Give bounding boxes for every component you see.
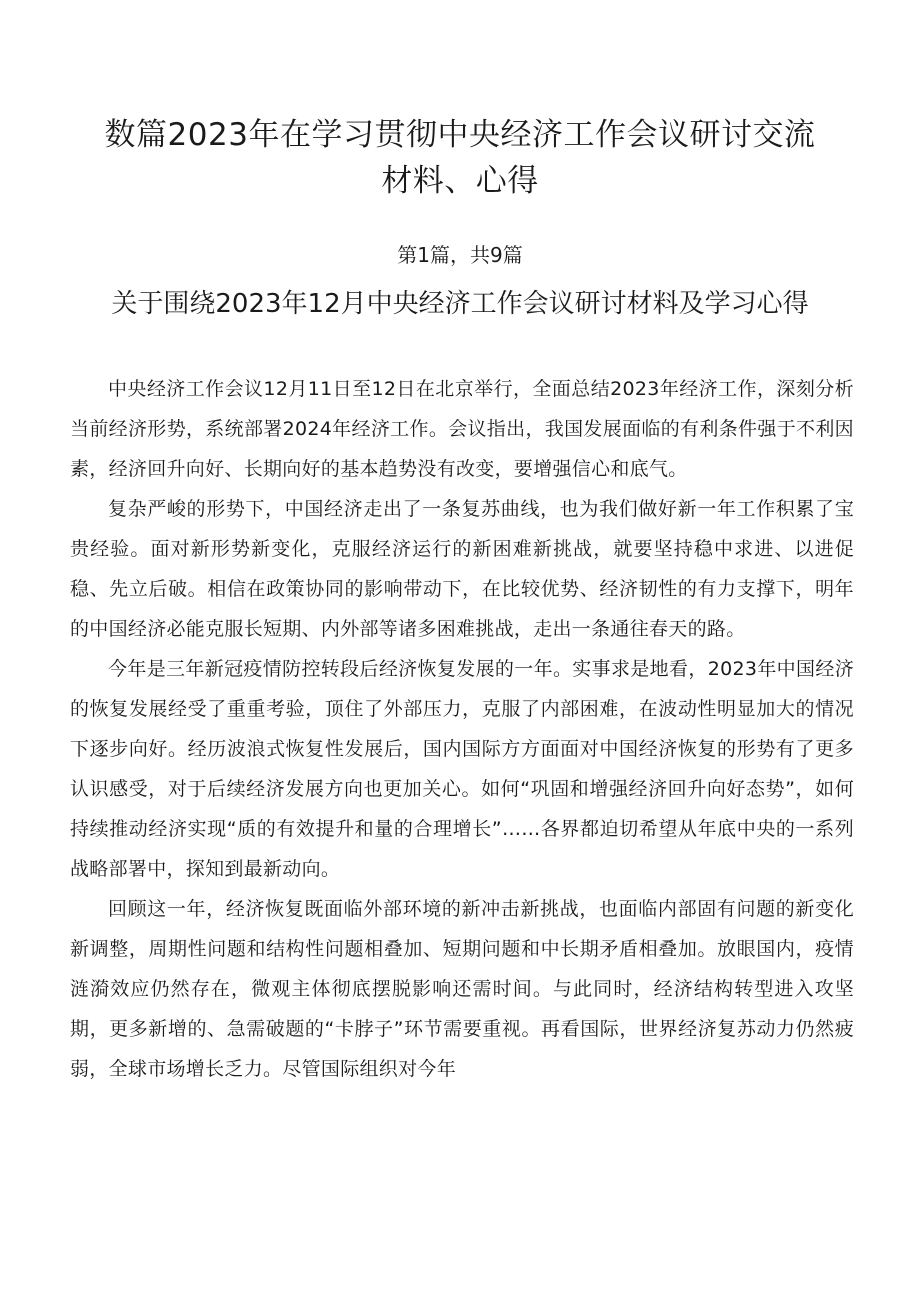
article-title: 关于围绕2023年12月中央经济工作会议研讨材料及学习心得 — [111, 289, 809, 319]
paragraph: 回顾这一年，经济恢复既面临外部环境的新冲击新挑战，也面临内部固有问题的新变化新调整，周期性问题和结构性问题相叠加、短期问题和中长期矛盾相叠加。放眼国内，疫情涟漪效应仍然存在，微观主体彻底摆脱影响还需时间。与此同时，经济结构转型进入攻坚期，更多新增的、急需破题的“卡脖子”环节需要重视。再看国际，世界经济复苏动力仍然疲弱，全球市场增长乏力。尽管国际组织对今年 — [70, 898, 854, 1080]
paragraph: 复杂严峻的形势下，中国经济走出了一条复苏曲线，也为我们做好新一年工作积累了宝贵经验。面对新形势新变化，克服经济运行的新困难新挑战，就要坚持稳中求进、以进促稳、先立后破。相信在政策协同的影响带动下，在比较优势、经济韧性的有力支撑下，明年的中国经济必能克服长短期、内外部等诸多困难挑战，走出一条通往春天的路。 — [70, 498, 854, 640]
article-body — [70, 369, 854, 1089]
paragraph: 今年是三年新冠疫情防控转段后经济恢复发展的一年。实事求是地看，2023年中国经济的恢复发展经受了重重考验，顶住了外部压力，克服了内部困难，在波动性明显加大的情况下逐步向好。经历波浪式恢复性发展后，国内国际方方面面对中国经济恢复的形势有了更多认识感受，对于后续经济发展方向也更加关心。如何“巩固和增强经济回升向好态势”，如何持续推动经济实现“质的有效提升和量的合理增长”……各界都迫切希望从年底中央的一系列战略部署中，探知到最新动向。 — [70, 658, 854, 880]
paragraph: 中央经济工作会议12月11日至12日在北京举行，全面总结2023年经济工作，深刻分析当前经济形势，系统部署2024年经济工作。会议指出，我国发展面临的有利条件强于不利因素，经济回升向好、长期向好的基本趋势没有改变，要增强信心和底气。 — [70, 378, 854, 480]
article-counter: 第1篇，共9篇 — [397, 243, 523, 267]
document-title: 数篇2023年在学习贯彻中央经济工作会议研讨交流材料、心得 — [104, 117, 816, 199]
